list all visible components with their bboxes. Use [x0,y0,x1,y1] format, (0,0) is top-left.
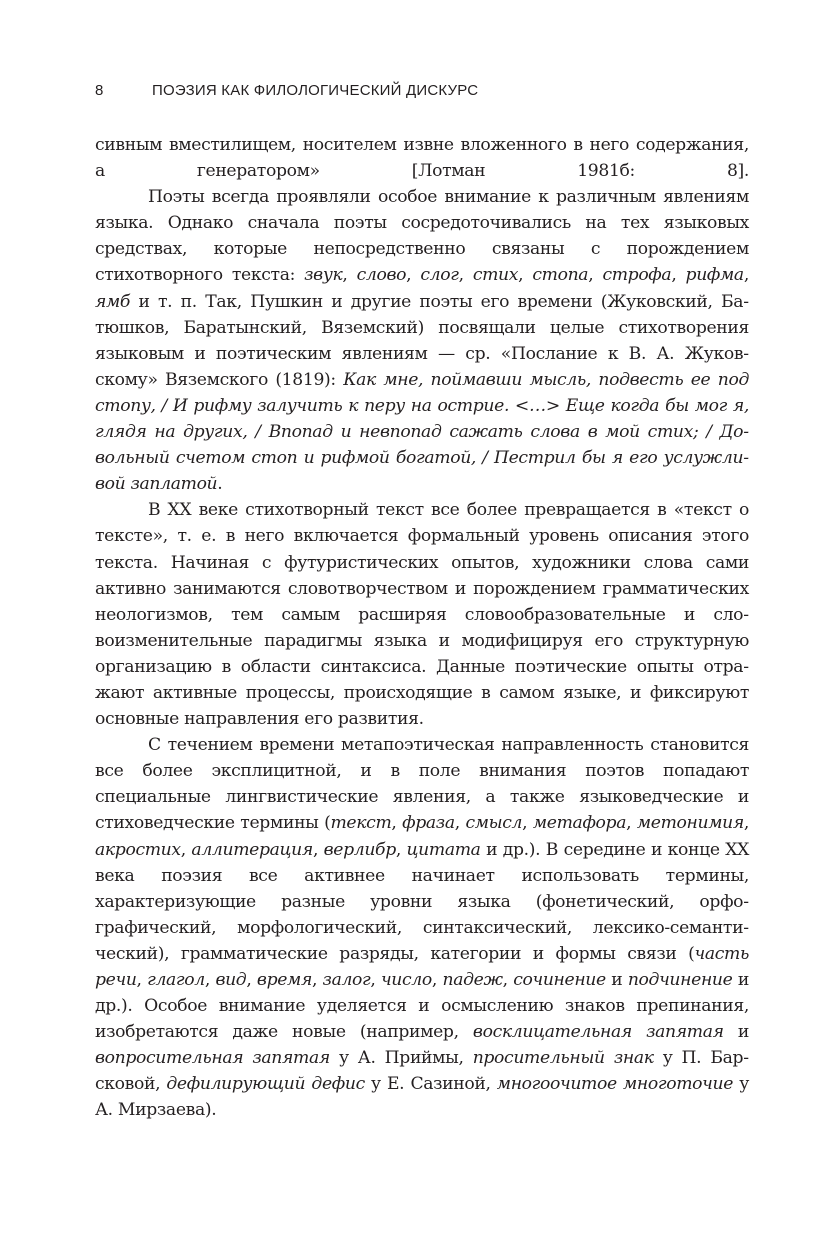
italic-term: рифма [685,265,744,286]
text-run: , [518,265,533,286]
italic-term: глагол [147,970,205,990]
text-run: В XX веке стихотворный текст все более превращается в «текст о тексте», т. е. в него включается формальный уровень описания этого текста. Начиная с футуристических опытов, художники слова сами активно занимаются словотворчеством и порождением грамматических неологизмов, тем самым расширяя словообразовательные и словоизменительные парадигмы языка и модифицируя его структурную организацию в области синтаксиса. Данные поэтические опыты отражают активные процессы, происходящие в самом языке, и фиксируют основные направления его развития. [95,500,749,730]
italic-term: вид [215,970,247,990]
italic-term: восклицательная запятая [472,1022,724,1043]
text-run: и др.). В середине и конце XX века поэзия все активнее начинает использовать термины, характеризующие разные уровни языка (фонетический, орфографический, морфологический, синтаксический, лексико-семантический), грамматические разряды, категории и формы связи ( [95,839,750,964]
text-run: у П. Барсковой, [95,1048,749,1095]
italic-term: Как мне, поймавши мысль, подвесть ее под стопу, / И рифму залучить к перу на острие. <…> Еще когда бы мог я, глядя на других, / Впопад и невпопад сажать слова в мой стих; / Довольный счетом стоп и рифмой богатой, / Пестрил бы я его услужливой заплатой [95,369,749,495]
running-title: ПОЭЗИЯ КАК ФИЛОЛОГИЧЕСКИЙ ДИСКУРС [152,82,479,99]
text-run: . [217,474,223,495]
italic-term: вопросительная запятая [95,1048,330,1069]
italic-term: метонимия [636,813,744,834]
italic-term: цитата [406,839,481,860]
text-run: , [370,970,381,990]
paragraph [95,132,749,184]
text-run: и др.). Особое внимание уделяется и осмыслению знаков препинания, изобретаются даже новые (например, [95,970,750,1043]
italic-term: ямб [95,291,131,312]
italic-term: время [256,970,312,990]
text-run: , [588,265,603,286]
italic-term: число [380,970,432,990]
text-run: , [743,813,749,834]
text-run: , [180,839,192,860]
italic-term: залог [322,970,371,990]
text-run: , [502,970,514,990]
italic-term: аллитерация [191,839,313,860]
paragraph [95,497,749,732]
italic-term: слово [356,265,407,286]
italic-term: просительный знак [472,1048,654,1069]
text-run: , [431,970,443,990]
italic-term: стопа [532,265,589,286]
text-run: , [395,839,407,860]
italic-term: смысл [465,813,523,834]
italic-term: звук [304,265,343,286]
italic-term: строфа [602,265,672,286]
text-run: С течением времени метапоэтическая направленность становится все более эксплицитной, и в поле внимания поэтов попадают специальные лингвистические явления, а также языковедческие и стиховедческие термины ( [95,735,749,834]
text-run: , [342,265,357,286]
text-run: , [406,265,421,286]
paragraph [95,184,749,497]
text-run: и т. п. Так, Пушкин и другие поэты его времени (Жуковский, Батюшков, Баратынский, Вяземский) посвящали целые стихотворения языковым и поэтическим явлениям — ср. «Послание к В. А. Жуковскому» Вяземского (1819): [95,291,749,390]
italic-term: верлибр [323,839,396,860]
running-header [95,82,755,106]
text-run: , [671,265,686,286]
italic-term: фраза [402,813,455,834]
italic-term: стих [472,265,519,286]
text-run: сивным вместилищем, носителем извне вложенного в него содержания, а генератором» [Лотман 1981б: 8]. [95,135,749,182]
italic-term: акростих [95,839,181,860]
text-run: , [391,813,403,834]
text-run: , [626,813,637,834]
page-number: 8 [95,82,104,99]
text-run: , [522,813,533,834]
text-run: , [312,839,324,860]
italic-term: метафора [532,813,627,834]
text-run: и [605,970,628,990]
italic-term: часть речи [95,943,749,990]
body-text [95,132,749,1124]
text-run: Поэты всегда проявляли особое внимание к различным явлениям языка. Однако сначала поэты сосредоточивались на тех языковых средствах, которые непосредственно связаны с порождением стихотворного текста: [95,187,749,286]
text-run: , [311,970,323,990]
italic-term: многоочитое многоточие [496,1074,734,1095]
text-run: и [723,1022,749,1043]
text-run: , [204,970,216,990]
text-run: , [743,265,749,286]
italic-term: сочинение [513,970,606,990]
text-run: , [458,265,473,286]
text-run: у А. Мирзаева). [95,1074,749,1121]
text-run: , [136,970,148,990]
italic-term: падеж [442,970,503,990]
text-run: у А. Приймы, [329,1048,473,1069]
italic-term: текст [330,813,392,834]
italic-term: дефилирующий дефис [166,1074,365,1095]
paragraph [95,732,749,1123]
italic-term: подчинение [627,970,733,990]
text-run: , [246,970,257,990]
text-run: у Е. Сазиной, [364,1074,497,1095]
text-run: , [454,813,466,834]
italic-term: слог [420,265,459,286]
